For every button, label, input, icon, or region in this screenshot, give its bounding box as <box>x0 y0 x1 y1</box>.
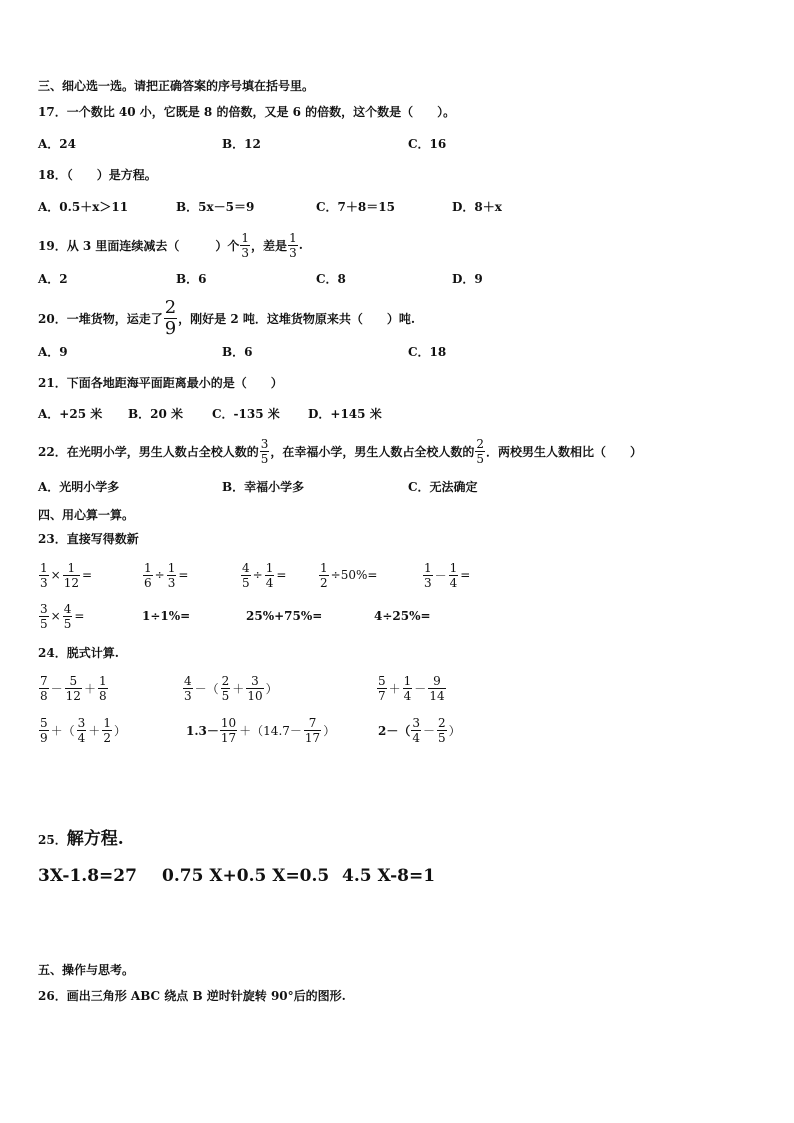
q21-option-b: B．20 米 <box>128 407 184 421</box>
q20-text-a: 20．一堆货物，运走了 <box>38 311 163 326</box>
q22-stem <box>38 434 642 468</box>
q20-text-b: ，刚好是 2 吨．这堆货物原来共（ ）吨. <box>178 311 416 326</box>
q25-number: 25． <box>38 833 67 847</box>
q20-option-c: C．18 <box>408 345 447 359</box>
q23-expr-5: $\frac{1}{3}$ － $\frac{1}{4}$ = <box>424 560 471 590</box>
q19-text-b: ，差是 <box>251 238 288 253</box>
q18-option-b: B．5x－5＝9 <box>176 200 255 214</box>
q19-option-a: A．2 <box>38 272 68 286</box>
q25-heading: 解方程. <box>66 829 124 849</box>
q20-fraction: $\frac{2}{9}$ <box>164 296 177 339</box>
q19-option-b: B．6 <box>176 272 207 286</box>
q22-text-c: ．两校男生人数相比（ ） <box>486 444 643 459</box>
q20-option-b: B．6 <box>222 345 253 359</box>
q21-option-d: D．+145 米 <box>308 407 382 421</box>
q24-expr-1: $\frac{7}{8}$ － $\frac{5}{12}$ ＋ $\frac{1}{8}$ <box>40 673 107 703</box>
q23-expr-1: $\frac{1}{3}$ × $\frac{1}{12}$ = <box>40 560 93 590</box>
q22-option-c: C．无法确定 <box>408 480 478 494</box>
q19-fraction-2: $\frac{1}{3}$ <box>289 230 297 260</box>
q23-expr-7: 1÷1%= <box>142 609 191 623</box>
q20-option-a: A．9 <box>38 345 68 359</box>
q24-expr-4: $\frac{5}{9}$ ＋（ $\frac{3}{4}$ ＋ $\frac{1}{2}$ ） <box>40 715 126 745</box>
q24-title: 24．脱式计算. <box>38 646 119 660</box>
q19-option-c: C．8 <box>316 272 346 286</box>
section5-title: 五、操作与思考。 <box>38 963 135 977</box>
q17-option-a: A．24 <box>38 137 77 151</box>
q24-expr-2: $\frac{4}{3}$ －（ $\frac{2}{5}$ ＋ $\frac{3}{10}$ ） <box>184 673 278 703</box>
q26-stem: 26．画出三角形 ABC 绕点 B 逆时针旋转 90°后的图形. <box>38 989 346 1003</box>
q19-text-a: 19．从 3 里面连续减去（ ）个 <box>38 238 240 253</box>
q25-equation-1: 3X-1.8=27 <box>38 866 137 886</box>
q18-option-d: D．8＋x <box>452 200 502 214</box>
q17-stem: 17．一个数比 40 小，它既是 8 的倍数，又是 6 的倍数，这个数是（ ）。 <box>38 105 456 119</box>
q19-text-c: . <box>298 238 303 252</box>
q17-option-b: B．12 <box>222 137 261 151</box>
section4-title: 四、用心算一算。 <box>38 508 135 522</box>
q22-fraction-1: $\frac{3}{5}$ <box>260 436 269 466</box>
q23-expr-8: 25%+75%= <box>246 609 323 623</box>
q24-expr-5: 1.3－ $\frac{10}{17}$ ＋（14.7－ $\frac{7}{17}$ ） <box>186 715 336 745</box>
q23-expr-2: $\frac{1}{6}$ ÷ $\frac{1}{3}$ = <box>144 560 189 590</box>
q18-stem: 18．（ ）是方程。 <box>38 168 157 182</box>
q20-stem <box>38 298 415 338</box>
q22-text-a: 22．在光明小学，男生人数占全校人数的 <box>38 444 259 459</box>
q23-title: 23．直接写得数新 <box>38 532 139 546</box>
q25-equation-3: 4.5 X-8=1 <box>342 866 436 886</box>
q18-option-a: A．0.5＋x＞11 <box>38 200 129 214</box>
q23-expr-9: 4÷25%= <box>374 609 431 623</box>
q24-expr-6: 2－（ $\frac{3}{4}$ － $\frac{2}{5}$ ） <box>378 715 461 745</box>
q25-equation-2: 0.75 X+0.5 X=0.5 <box>162 866 330 886</box>
q21-option-a: A．+25 米 <box>38 407 103 421</box>
q19-option-d: D．9 <box>452 272 483 286</box>
q21-option-c: C．-135 米 <box>212 407 280 421</box>
q21-stem: 21．下面各地距海平面距离最小的是（ ） <box>38 376 283 390</box>
section3-title: 三、细心选一选。请把正确答案的序号填在括号里。 <box>38 79 315 93</box>
q22-fraction-2: $\frac{2}{5}$ <box>476 436 484 466</box>
q22-text-b: ，在幸福小学，男生人数占全校人数的 <box>270 444 475 459</box>
q24-expr-3: $\frac{5}{7}$ ＋ $\frac{1}{4}$ － $\frac{9}{14}$ <box>378 673 445 703</box>
q23-expr-3: $\frac{4}{5}$ ÷ $\frac{1}{4}$ = <box>242 560 287 590</box>
q23-expr-4: $\frac{1}{2}$ ÷50%= <box>320 560 378 590</box>
q23-expr-6: $\frac{3}{5}$ × $\frac{4}{5}$ = <box>40 601 85 631</box>
q19-stem <box>38 228 303 262</box>
q18-option-c: C．7＋8＝15 <box>316 200 395 214</box>
q25-title <box>38 824 124 849</box>
q17-option-c: C．16 <box>408 137 447 151</box>
q19-fraction-1: $\frac{1}{3}$ <box>241 230 250 260</box>
q22-option-b: B．幸福小学多 <box>222 480 305 494</box>
q22-option-a: A．光明小学多 <box>38 480 120 494</box>
